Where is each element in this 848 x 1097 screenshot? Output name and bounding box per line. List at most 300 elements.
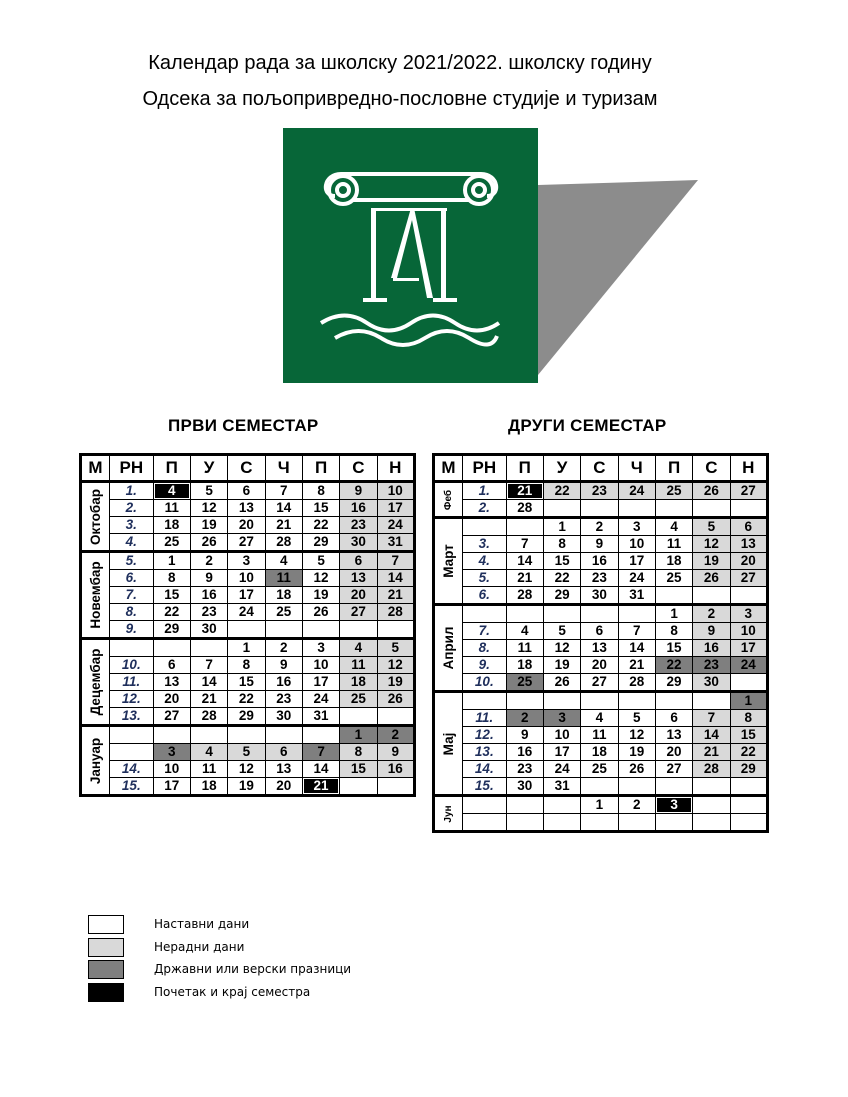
week-number: 3. bbox=[110, 517, 154, 534]
day-cell: 17 bbox=[377, 500, 414, 517]
day-cell: 26 bbox=[302, 604, 339, 621]
month-label bbox=[434, 605, 463, 692]
week-row bbox=[434, 674, 768, 692]
day-cell: 22 bbox=[153, 604, 190, 621]
day-cell bbox=[581, 814, 618, 832]
day-cell bbox=[618, 692, 655, 710]
day-cell: 5 bbox=[693, 518, 730, 536]
day-cell: 23 bbox=[581, 482, 618, 500]
month-label bbox=[434, 796, 463, 832]
day-cell bbox=[730, 587, 767, 605]
day-cell: 2 bbox=[265, 639, 302, 657]
day-cell bbox=[693, 500, 730, 518]
day-cell: 3 bbox=[618, 518, 655, 536]
week-row bbox=[434, 761, 768, 778]
week-number: 13. bbox=[110, 708, 154, 726]
day-cell: 25 bbox=[506, 674, 543, 692]
day-cell: 23 bbox=[581, 570, 618, 587]
day-cell: 23 bbox=[506, 761, 543, 778]
day-cell: 26 bbox=[693, 482, 730, 500]
day-cell: 29 bbox=[153, 621, 190, 639]
day-cell: 20 bbox=[730, 553, 767, 570]
day-cell: 19 bbox=[377, 674, 414, 691]
week-row bbox=[434, 778, 768, 796]
week-number: 12. bbox=[110, 691, 154, 708]
day-cell: 12 bbox=[377, 657, 414, 674]
month-name: Април bbox=[440, 626, 456, 670]
day-cell: 19 bbox=[190, 517, 227, 534]
calendar-title: Календар рада за школску 2021/2022. школску годину bbox=[148, 52, 652, 74]
day-cell: 8 bbox=[340, 744, 377, 761]
day-cell: 10 bbox=[543, 727, 580, 744]
day-cell: 25 bbox=[655, 482, 692, 500]
column-header: П bbox=[302, 455, 339, 482]
column-header: С bbox=[581, 455, 618, 482]
day-cell: 1 bbox=[730, 692, 767, 710]
day-cell: 1 bbox=[228, 639, 265, 657]
column-header: РН bbox=[110, 455, 154, 482]
month-label bbox=[434, 482, 463, 518]
legend-item bbox=[88, 960, 388, 980]
day-cell: 11 bbox=[340, 657, 377, 674]
week-row bbox=[81, 517, 415, 534]
month-name: Октобар bbox=[87, 488, 103, 545]
day-cell: 20 bbox=[265, 778, 302, 796]
day-cell: 30 bbox=[693, 674, 730, 692]
week-number: 5. bbox=[110, 552, 154, 570]
week-number bbox=[463, 518, 507, 536]
day-cell: 29 bbox=[302, 534, 339, 552]
day-cell: 10 bbox=[618, 536, 655, 553]
day-cell: 13 bbox=[581, 640, 618, 657]
day-cell: 2 bbox=[377, 726, 414, 744]
day-cell bbox=[730, 674, 767, 692]
department-title: Одсека за пољопривредно-пословне студије и туризам bbox=[142, 88, 658, 110]
day-cell: 6 bbox=[655, 710, 692, 727]
day-cell bbox=[506, 796, 543, 814]
week-number: 10. bbox=[463, 674, 507, 692]
legend-swatch bbox=[88, 960, 124, 979]
day-cell: 3 bbox=[302, 639, 339, 657]
day-cell bbox=[543, 692, 580, 710]
month-name: Новембар bbox=[87, 561, 103, 629]
first-semester-heading: ПРВИ СЕМЕСТАР bbox=[168, 416, 319, 435]
week-number: 11. bbox=[463, 710, 507, 727]
day-cell: 13 bbox=[228, 500, 265, 517]
week-number: 13. bbox=[463, 744, 507, 761]
day-cell: 31 bbox=[377, 534, 414, 552]
day-cell: 4 bbox=[340, 639, 377, 657]
day-cell: 6 bbox=[265, 744, 302, 761]
day-cell: 10 bbox=[730, 623, 767, 640]
day-cell: 27 bbox=[228, 534, 265, 552]
day-cell: 27 bbox=[730, 570, 767, 587]
day-cell: 12 bbox=[543, 640, 580, 657]
day-cell: 3 bbox=[153, 744, 190, 761]
day-cell: 19 bbox=[618, 744, 655, 761]
day-cell: 6 bbox=[228, 482, 265, 500]
day-cell: 19 bbox=[228, 778, 265, 796]
day-cell: 28 bbox=[265, 534, 302, 552]
week-row bbox=[81, 691, 415, 708]
day-cell bbox=[302, 726, 339, 744]
day-cell: 13 bbox=[730, 536, 767, 553]
day-cell bbox=[377, 708, 414, 726]
day-cell: 22 bbox=[302, 517, 339, 534]
legend-item bbox=[88, 915, 388, 935]
day-cell: 10 bbox=[228, 570, 265, 587]
day-cell: 21 bbox=[618, 657, 655, 674]
day-cell: 22 bbox=[228, 691, 265, 708]
day-cell: 9 bbox=[190, 570, 227, 587]
legend-item bbox=[88, 983, 388, 1003]
day-cell: 4 bbox=[655, 518, 692, 536]
day-cell: 4 bbox=[581, 710, 618, 727]
week-number bbox=[463, 692, 507, 710]
day-cell: 21 bbox=[506, 570, 543, 587]
day-cell: 7 bbox=[693, 710, 730, 727]
week-row bbox=[81, 570, 415, 587]
day-cell: 17 bbox=[543, 744, 580, 761]
day-cell: 31 bbox=[618, 587, 655, 605]
day-cell: 22 bbox=[655, 657, 692, 674]
day-cell: 18 bbox=[581, 744, 618, 761]
week-row bbox=[434, 518, 768, 536]
day-cell: 14 bbox=[693, 727, 730, 744]
day-cell: 12 bbox=[302, 570, 339, 587]
day-cell: 25 bbox=[340, 691, 377, 708]
day-cell: 5 bbox=[228, 744, 265, 761]
day-cell bbox=[655, 587, 692, 605]
day-cell: 24 bbox=[228, 604, 265, 621]
day-cell: 9 bbox=[693, 623, 730, 640]
day-cell bbox=[153, 639, 190, 657]
day-cell: 11 bbox=[190, 761, 227, 778]
day-cell: 27 bbox=[340, 604, 377, 621]
week-number: 4. bbox=[110, 534, 154, 552]
week-number: 14. bbox=[110, 761, 154, 778]
second-semester-calendar bbox=[432, 453, 769, 833]
day-cell: 16 bbox=[506, 744, 543, 761]
month-name: Децембар bbox=[87, 648, 103, 716]
day-cell bbox=[730, 500, 767, 518]
day-cell: 19 bbox=[693, 553, 730, 570]
day-cell: 4 bbox=[506, 623, 543, 640]
week-row bbox=[434, 500, 768, 518]
day-cell: 3 bbox=[228, 552, 265, 570]
column-header: П bbox=[153, 455, 190, 482]
day-cell: 4 bbox=[265, 552, 302, 570]
day-cell bbox=[190, 639, 227, 657]
week-row bbox=[81, 604, 415, 621]
day-cell: 3 bbox=[543, 710, 580, 727]
day-cell: 26 bbox=[618, 761, 655, 778]
day-cell bbox=[377, 621, 414, 639]
day-cell bbox=[618, 500, 655, 518]
week-number: 7. bbox=[463, 623, 507, 640]
day-cell: 30 bbox=[190, 621, 227, 639]
day-cell bbox=[265, 726, 302, 744]
week-row bbox=[81, 657, 415, 674]
day-cell: 9 bbox=[581, 536, 618, 553]
day-cell: 27 bbox=[655, 761, 692, 778]
second-semester-heading: ДРУГИ СЕМЕСТАР bbox=[508, 416, 667, 435]
day-cell: 7 bbox=[302, 744, 339, 761]
day-cell: 13 bbox=[340, 570, 377, 587]
column-header: Н bbox=[377, 455, 414, 482]
day-cell: 14 bbox=[506, 553, 543, 570]
day-cell: 22 bbox=[543, 570, 580, 587]
week-row bbox=[434, 605, 768, 623]
day-cell bbox=[228, 621, 265, 639]
week-row bbox=[81, 744, 415, 761]
day-cell bbox=[506, 518, 543, 536]
day-cell: 7 bbox=[618, 623, 655, 640]
week-number: 8. bbox=[110, 604, 154, 621]
month-name: Феб bbox=[442, 489, 454, 510]
day-cell: 4 bbox=[153, 482, 190, 500]
day-cell: 15 bbox=[153, 587, 190, 604]
day-cell: 29 bbox=[543, 587, 580, 605]
day-cell: 11 bbox=[581, 727, 618, 744]
day-cell: 28 bbox=[377, 604, 414, 621]
legend-swatch bbox=[88, 915, 124, 934]
legend-label: Наставни дани bbox=[154, 917, 250, 931]
day-cell bbox=[581, 605, 618, 623]
week-row bbox=[434, 814, 768, 832]
week-number: 2. bbox=[110, 500, 154, 517]
day-cell: 25 bbox=[655, 570, 692, 587]
week-row bbox=[81, 587, 415, 604]
day-cell: 8 bbox=[302, 482, 339, 500]
day-cell: 20 bbox=[153, 691, 190, 708]
day-cell: 16 bbox=[693, 640, 730, 657]
week-row bbox=[434, 710, 768, 727]
day-cell bbox=[581, 500, 618, 518]
day-cell: 14 bbox=[377, 570, 414, 587]
day-cell: 15 bbox=[340, 761, 377, 778]
week-row bbox=[81, 639, 415, 657]
day-cell bbox=[693, 796, 730, 814]
day-cell: 15 bbox=[228, 674, 265, 691]
day-cell bbox=[618, 605, 655, 623]
week-number bbox=[463, 605, 507, 623]
week-row bbox=[81, 552, 415, 570]
week-row bbox=[434, 640, 768, 657]
week-number: 15. bbox=[463, 778, 507, 796]
day-cell bbox=[153, 726, 190, 744]
day-cell: 28 bbox=[693, 761, 730, 778]
week-row bbox=[434, 727, 768, 744]
month-label bbox=[81, 639, 110, 726]
day-cell: 28 bbox=[190, 708, 227, 726]
day-cell: 9 bbox=[506, 727, 543, 744]
day-cell: 5 bbox=[302, 552, 339, 570]
day-cell bbox=[377, 778, 414, 796]
week-number: 14. bbox=[463, 761, 507, 778]
day-cell bbox=[655, 500, 692, 518]
day-cell: 15 bbox=[302, 500, 339, 517]
day-cell: 24 bbox=[377, 517, 414, 534]
day-cell: 6 bbox=[581, 623, 618, 640]
day-cell bbox=[543, 500, 580, 518]
legend-item bbox=[88, 938, 388, 958]
day-cell: 1 bbox=[655, 605, 692, 623]
legend-swatch bbox=[88, 983, 124, 1002]
day-cell: 20 bbox=[655, 744, 692, 761]
day-cell: 5 bbox=[190, 482, 227, 500]
day-cell: 21 bbox=[302, 778, 339, 796]
day-cell: 15 bbox=[543, 553, 580, 570]
column-header: П bbox=[655, 455, 692, 482]
day-cell: 6 bbox=[730, 518, 767, 536]
week-row bbox=[81, 621, 415, 639]
day-cell bbox=[618, 814, 655, 832]
day-cell bbox=[543, 605, 580, 623]
day-cell: 18 bbox=[655, 553, 692, 570]
day-cell: 24 bbox=[618, 482, 655, 500]
day-cell: 13 bbox=[655, 727, 692, 744]
day-cell: 24 bbox=[730, 657, 767, 674]
month-name: Јануар bbox=[87, 737, 103, 784]
week-number: 3. bbox=[463, 536, 507, 553]
day-cell: 14 bbox=[265, 500, 302, 517]
day-cell: 25 bbox=[153, 534, 190, 552]
day-cell bbox=[655, 692, 692, 710]
day-cell: 11 bbox=[655, 536, 692, 553]
week-row bbox=[81, 708, 415, 726]
column-header: У bbox=[543, 455, 580, 482]
day-cell: 18 bbox=[265, 587, 302, 604]
day-cell bbox=[506, 692, 543, 710]
month-name: Мај bbox=[440, 732, 456, 755]
day-cell: 12 bbox=[228, 761, 265, 778]
column-header: М bbox=[434, 455, 463, 482]
week-row bbox=[81, 482, 415, 500]
legend-label: Државни или верски празници bbox=[154, 962, 352, 976]
day-cell bbox=[302, 621, 339, 639]
day-cell: 18 bbox=[153, 517, 190, 534]
day-cell: 27 bbox=[730, 482, 767, 500]
week-number: 1. bbox=[110, 482, 154, 500]
ionic-column-icon bbox=[283, 128, 538, 383]
day-cell: 22 bbox=[730, 744, 767, 761]
day-cell: 21 bbox=[190, 691, 227, 708]
month-label bbox=[434, 692, 463, 796]
day-cell: 26 bbox=[543, 674, 580, 692]
day-cell bbox=[228, 726, 265, 744]
day-cell: 2 bbox=[506, 710, 543, 727]
week-number bbox=[463, 814, 507, 832]
day-cell bbox=[693, 814, 730, 832]
day-cell: 21 bbox=[506, 482, 543, 500]
week-number: 2. bbox=[463, 500, 507, 518]
day-cell: 14 bbox=[190, 674, 227, 691]
week-row bbox=[81, 500, 415, 517]
day-cell bbox=[618, 778, 655, 796]
day-cell: 3 bbox=[730, 605, 767, 623]
day-cell: 17 bbox=[153, 778, 190, 796]
day-cell: 31 bbox=[543, 778, 580, 796]
day-cell: 5 bbox=[618, 710, 655, 727]
week-row bbox=[81, 726, 415, 744]
week-number: 6. bbox=[110, 570, 154, 587]
day-cell: 19 bbox=[302, 587, 339, 604]
day-cell bbox=[655, 778, 692, 796]
day-cell: 19 bbox=[543, 657, 580, 674]
column-header: П bbox=[506, 455, 543, 482]
day-cell: 17 bbox=[228, 587, 265, 604]
month-name: Јун bbox=[442, 804, 454, 823]
day-cell: 16 bbox=[581, 553, 618, 570]
week-number bbox=[110, 639, 154, 657]
week-number: 5. bbox=[463, 570, 507, 587]
day-cell: 16 bbox=[190, 587, 227, 604]
column-header: С bbox=[228, 455, 265, 482]
week-row bbox=[434, 553, 768, 570]
day-cell: 8 bbox=[153, 570, 190, 587]
day-cell bbox=[340, 708, 377, 726]
day-cell: 17 bbox=[302, 674, 339, 691]
column-header: У bbox=[190, 455, 227, 482]
day-cell: 12 bbox=[618, 727, 655, 744]
day-cell bbox=[265, 621, 302, 639]
day-cell bbox=[655, 814, 692, 832]
day-cell: 27 bbox=[153, 708, 190, 726]
week-row bbox=[81, 778, 415, 796]
week-row bbox=[81, 534, 415, 552]
first-semester-calendar bbox=[79, 453, 416, 797]
week-row bbox=[434, 482, 768, 500]
week-row bbox=[434, 623, 768, 640]
month-label bbox=[81, 552, 110, 639]
week-number bbox=[110, 726, 154, 744]
day-cell: 30 bbox=[340, 534, 377, 552]
day-cell: 16 bbox=[265, 674, 302, 691]
day-cell: 11 bbox=[153, 500, 190, 517]
day-cell: 24 bbox=[618, 570, 655, 587]
week-row bbox=[434, 744, 768, 761]
week-number: 9. bbox=[110, 621, 154, 639]
day-cell bbox=[693, 778, 730, 796]
day-cell bbox=[730, 778, 767, 796]
day-cell: 12 bbox=[693, 536, 730, 553]
week-number: 9. bbox=[463, 657, 507, 674]
day-cell bbox=[581, 692, 618, 710]
day-cell: 5 bbox=[543, 623, 580, 640]
day-cell: 1 bbox=[581, 796, 618, 814]
legend-label: Почетак и крај семестра bbox=[154, 984, 311, 999]
day-cell: 14 bbox=[302, 761, 339, 778]
day-cell: 23 bbox=[190, 604, 227, 621]
day-cell: 7 bbox=[506, 536, 543, 553]
day-cell: 30 bbox=[506, 778, 543, 796]
day-cell bbox=[543, 796, 580, 814]
week-number: 1. bbox=[463, 482, 507, 500]
day-cell: 10 bbox=[377, 482, 414, 500]
day-cell: 16 bbox=[377, 761, 414, 778]
day-cell: 21 bbox=[265, 517, 302, 534]
week-row bbox=[434, 657, 768, 674]
day-cell bbox=[506, 605, 543, 623]
month-name: Март bbox=[440, 544, 456, 578]
week-number: 11. bbox=[110, 674, 154, 691]
day-cell: 1 bbox=[340, 726, 377, 744]
day-cell: 31 bbox=[302, 708, 339, 726]
day-cell: 30 bbox=[581, 587, 618, 605]
day-cell: 9 bbox=[377, 744, 414, 761]
week-row bbox=[434, 536, 768, 553]
